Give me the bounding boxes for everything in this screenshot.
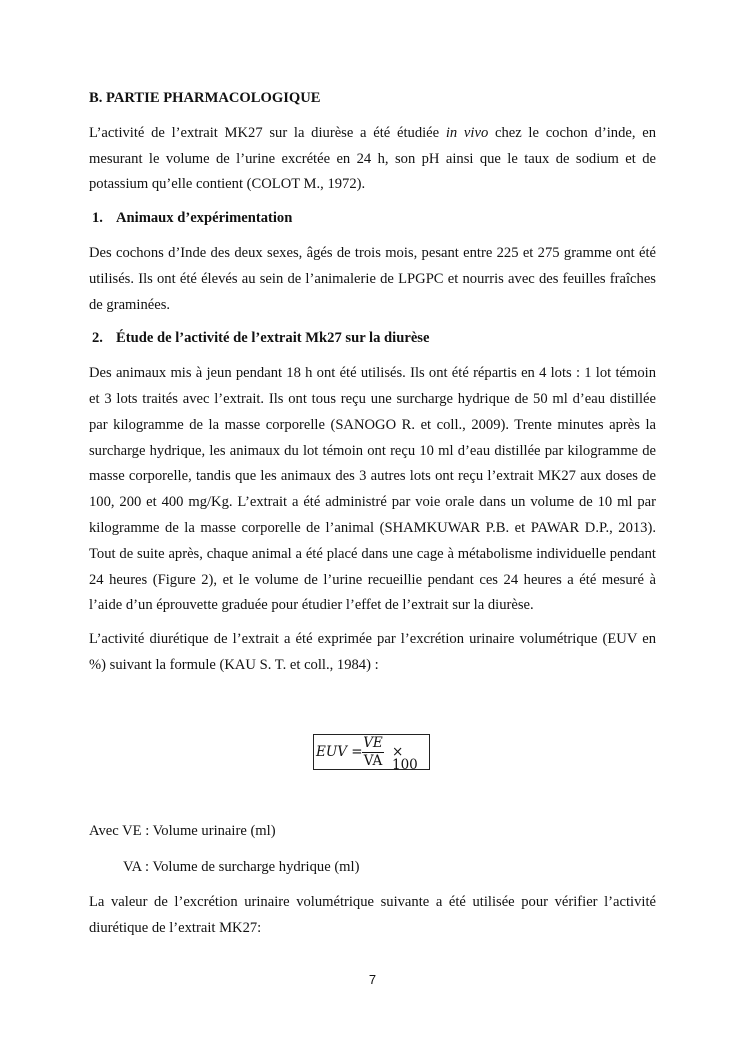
section-title: B. PARTIE PHARMACOLOGIQUE (89, 90, 321, 106)
legend-line-va: VA : Volume de surcharge hydrique (ml) (123, 858, 360, 875)
legend-line-ve: Avec VE : Volume urinaire (ml) (89, 822, 276, 839)
formula-box (313, 734, 430, 774)
intro-italic-term: in vivo (445, 124, 489, 141)
formula-area (89, 687, 656, 819)
document-page (89, 86, 656, 950)
formula-denominator: VA (363, 753, 383, 770)
formula-intro-paragraph: L’activité diurétique de l’extrait a été exprimée par l’excrétion urinaire volumétrique (EUV en %) suivant la formule (KAU S. T. et coll., 1984) : (89, 631, 656, 673)
subheading-title: Animaux d’expérimentation (116, 210, 293, 227)
formula-numerator: VE (362, 737, 384, 754)
intro-text-start: L’activité de l’extrait MK27 sur la diurèse a été étudiée (89, 124, 446, 141)
subheading-number: 2. (92, 330, 103, 347)
formula-rhs: × 100 (392, 743, 418, 774)
subheading-animals (89, 206, 656, 232)
intro-paragraph (89, 121, 656, 198)
subheading-study (89, 326, 656, 352)
study-paragraph: Des animaux mis à jeun pendant 18 h ont été utilisés. Ils ont été répartis en 4 lots : 1 lot témoin et 3 lots traités avec l’extrait. Ils ont tous reçu une surcharge hydrique de 50 ml d’eau distillée par kilogramme de la masse corporelle (SANOGO R. et coll., 2009). Trente minutes après la surcharge hydrique, les animaux du lot témoin ont reçu 10 ml d’eau distillée par kilogramme de masse corporelle, tandis que les animaux des 3 autres lots ont reçu l’extrait MK27 aux doses de 100, 200 et 400 mg/Kg. L’extrait a été administré par voie orale dans un volume de 10 ml par kilogramme de la masse corporelle de l’animal (SHAMKUWAR P.B. et PAWAR D.P., 2013). Tout de suite après, chaque animal a été placé dans une cage à métabolisme individuelle pendant 24 heures (Figure 2), et le volume de l’urine recueillie pendant ces 24 heures a été mesuré à l’aide d’un éprouvette graduée pour étudier l’effet de l’extrait sur la diurèse. (89, 365, 656, 614)
page-number: 7 (368, 972, 377, 987)
subheading-number: 1. (92, 210, 103, 227)
formula-fraction (362, 734, 384, 770)
closing-paragraph: La valeur de l’excrétion urinaire volumétrique suivante a été utilisée pour vérifier l’activité diurétique de l’extrait MK27: (89, 894, 656, 937)
animals-paragraph: Des cochons d’Inde des deux sexes, âgés de trois mois, pesant entre 225 et 275 gramme ont été utilisés. Ils ont été élevés au sein de l’animalerie de LPGPC et nourris avec des feuilles fraîches de graminées. (89, 244, 656, 313)
intro-text-end: chez le cochon d’inde, en mesurant le volume de l’urine excrétée en 24 h, son pH ainsi que le taux de sodium et de potassium qu’elle contient (COLOT M., 1972). (89, 124, 656, 193)
formula-lhs: EUV = (316, 743, 363, 760)
subheading-title: Étude de l’activité de l’extrait Mk27 sur la diurèse (116, 330, 430, 347)
